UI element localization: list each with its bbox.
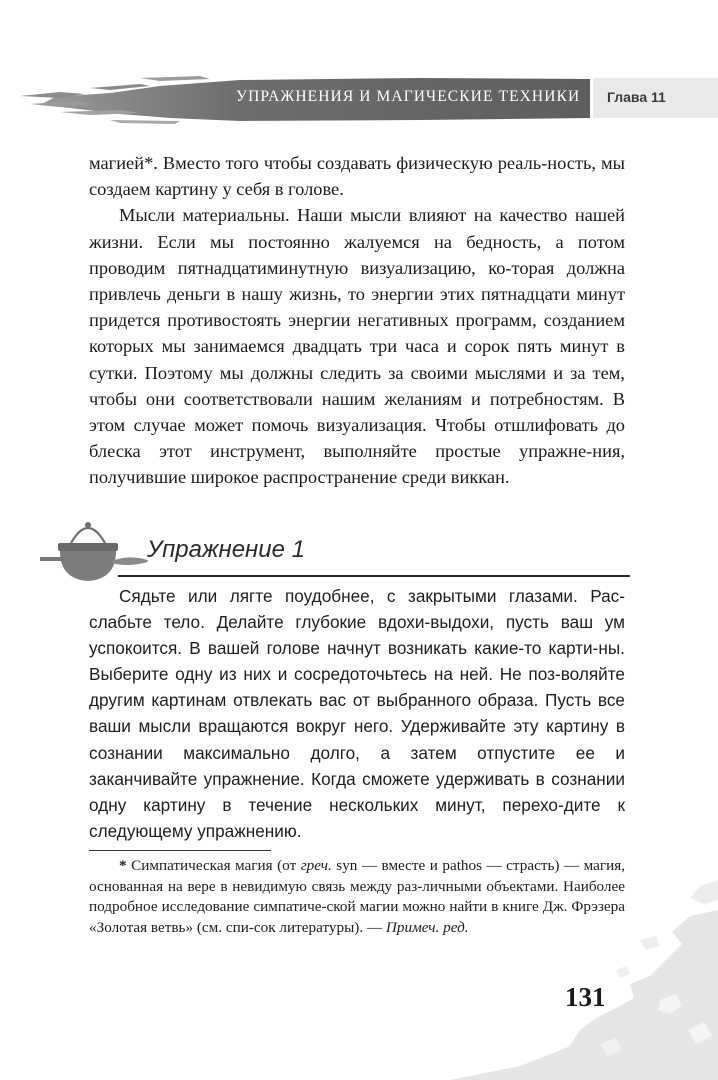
exercise-title: Упражнение 1 — [147, 536, 305, 563]
footnote-editor-note: Примеч. ред. — [385, 918, 469, 936]
chapter-label: Глава 11 — [607, 89, 666, 105]
body-paragraph: магией*. Вместо того чтобы создавать физическую реаль-ность, мы создаем картину у себя в голове. — [89, 153, 625, 200]
footnote-rule — [89, 850, 271, 851]
cauldron-icon — [40, 505, 160, 585]
footnote-greek-abbr: греч. — [300, 857, 332, 874]
body-text — [89, 150, 625, 491]
page-number: 131 — [565, 982, 606, 1012]
running-title: УПРАЖНЕНИЯ И МАГИЧЕСКИЕ ТЕХНИКИ — [236, 88, 581, 105]
map-corner-decoration — [420, 880, 718, 1080]
exercise-title-rule — [118, 575, 630, 577]
footnote-text: Симпатическая магия (от — [131, 857, 297, 874]
header-brush-band — [0, 0, 718, 140]
footnote-marker: * — [119, 857, 127, 874]
exercise-paragraph: Сядьте или лягте поудобнее, с закрытыми глазами. Рас-слабьте тело. Делайте глубокие вдохи-выдохи, пусть ваш ум успокоится. В вашей голове начнут возникать какие-то карти-ны. Выберите одну из них и сосредоточьтесь на ней. Не поз-воляйте другим картинам отвлекать вас от выбранного образа. Пусть все ваши мысли вращаются вокруг него. Удерживайте эту картину в сознании максимально долго, а затем отпустите ее и заканчивайте упражнение. Когда сможете удерживать в сознании одну картину в течение нескольких минут, перехо-дите к следующему упражнению. — [89, 586, 625, 841]
footnote-text: syn — вместе и pathos — страсть) — магия, основанная на вере в невидимую связь между раз-личными объектами. Наиболее подробное исследование симпатиче-ской магии можно найти в книге Дж. Фрэзера «Золотая ветвь» (см. спи-сок литературы). — — [89, 857, 625, 936]
exercise-text — [89, 583, 625, 844]
body-paragraph: Мысли материальны. Наши мысли влияют на качество нашей жизни. Если мы постоянно жалуемся на бедность, а потом проводим пятнадцатиминутную визуализацию, ко-торая должна привлечь деньги в нашу жизнь, то энергии этих пятнадцати минут придется противостоять энергии негативных программ, созданием которых мы занимаемся двадцать три часа и сорок пять минут в сутки. Поэтому мы должны следить за своими мыслями и за тем, чтобы они соответствовали нашим желаниям и потребностям. В этом случае может помочь визуализация. Чтобы отшлифовать до блеска этот инструмент, выполняйте простые упражне-ния, получившие широкое распространение среди виккан. — [89, 205, 625, 488]
